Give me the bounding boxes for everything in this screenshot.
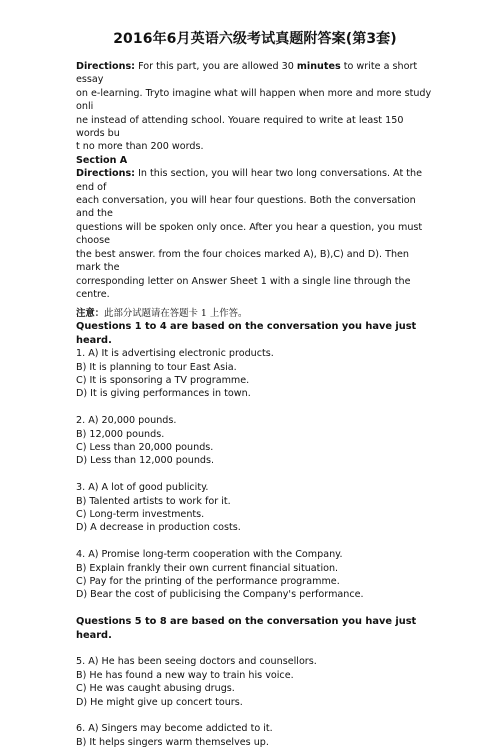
section-a-directions-line5: corresponding letter on Answer Sheet 1 with a single line through the centre. <box>76 275 411 300</box>
writing-directions-line4: t no more than 200 words. <box>76 141 204 153</box>
q3-option-b: B) Talented artists to work for it. <box>76 495 231 507</box>
q2-option-a: 2. A) 20,000 pounds. <box>76 415 177 427</box>
writing-directions-line3: ne instead of attending school. Youare required to write at least 150 words bu <box>76 114 404 140</box>
group1-heading: Questions 1 to 4 are based on the conversation you have just heard. <box>76 321 417 346</box>
writing-text-post: to write a short essay <box>76 61 418 86</box>
document-title: 2016年6月英语六级考试真题附答案(第3套) <box>113 31 397 47</box>
section-a-directions-line4: the best answer. from the four choices marked A), B),C) and D). Then mark the <box>76 248 410 274</box>
section-a-directions-text: In this section, you will hear two long conversations. At the end of <box>76 168 423 193</box>
q4-option-c: C) Pay for the printing of the performance programme. <box>76 575 340 587</box>
section-a-directions-line3: questions will be spoken only once. After you hear a question, you must choose <box>76 221 423 247</box>
directions-label: Directions: <box>76 61 136 72</box>
q1-option-a: 1. A) It is advertising electronic products. <box>76 348 274 360</box>
q5-option-b: B) He has found a new way to train his voice. <box>76 669 294 681</box>
q2-option-d: D) Less than 12,000 pounds. <box>76 455 215 467</box>
q2-option-c: C) Less than 20,000 pounds. <box>76 441 214 453</box>
note-label: 注意： <box>76 308 105 320</box>
q3-option-a: 3. A) A lot of good publicity. <box>76 482 209 494</box>
q6-option-a: 6. A) Singers may become addicted to it. <box>76 723 273 735</box>
q4-option-a: 4. A) Promise long-term cooperation with the Company. <box>76 549 343 561</box>
q4-option-b: B) Explain frankly their own current financial situation. <box>76 562 339 574</box>
section-a-heading: Section A <box>76 154 128 166</box>
q1-option-d: D) It is giving performances in town. <box>76 388 251 400</box>
q3-option-d: D) A decrease in production costs. <box>76 522 241 534</box>
section-a-directions-label: Directions: <box>76 168 136 180</box>
minutes-word: minutes <box>296 61 341 72</box>
answer-sheet-note <box>76 307 434 320</box>
section-a-directions-line2: each conversation, you will hear four questions. Both the conversation and the <box>76 195 416 220</box>
writing-text-pre: For this part, you are allowed 30 <box>135 61 297 72</box>
q5-option-a: 5. A) He has been seeing doctors and counsellors. <box>76 656 317 668</box>
writing-directions-line2: on e-learning. Tryto imagine what will happen when more and more study onli <box>76 87 432 113</box>
group2-heading: Questions 5 to 8 are based on the conversation you have just heard. <box>76 616 417 641</box>
q4-option-d: D) Bear the cost of publicising the Company's performance. <box>76 589 364 601</box>
q5-option-d: D) He might give up concert tours. <box>76 696 243 708</box>
q1-option-c: C) It is sponsoring a TV programme. <box>76 374 250 386</box>
q1-option-b: B) It is planning to tour East Asia. <box>76 361 237 373</box>
q5-option-c: C) He was caught abusing drugs. <box>76 683 235 695</box>
q2-option-b: B) 12,000 pounds. <box>76 428 165 440</box>
note-text: 此部分试题请在答题卡 1 上作答。 <box>104 308 248 320</box>
q3-option-c: C) Long-term investments. <box>76 508 205 520</box>
section-a-directions-line1 <box>76 167 434 194</box>
writing-directions-line1 <box>76 60 434 87</box>
q6-option-b: B) It helps singers warm themselves up. <box>76 736 269 748</box>
